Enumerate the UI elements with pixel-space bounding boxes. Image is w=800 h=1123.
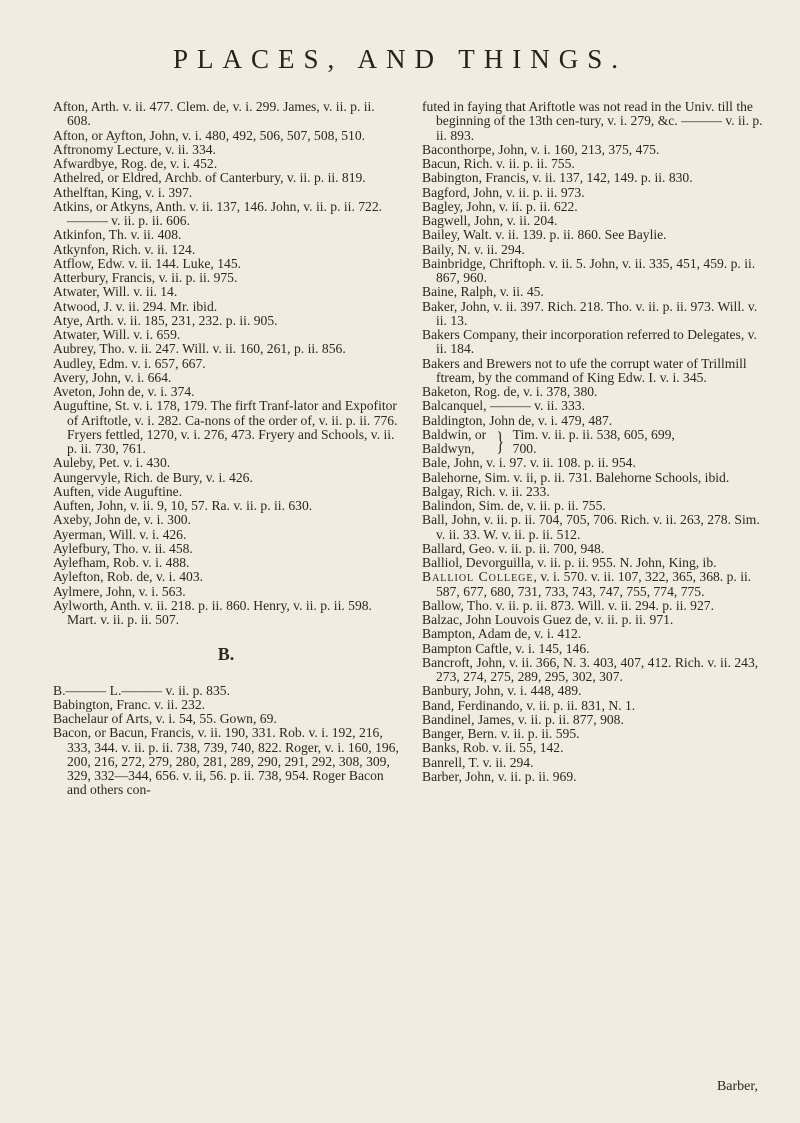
index-entry: Aylefbury, Tho. v. ii. 458. — [53, 540, 193, 556]
index-entry: Atwater, Will. v. ii. 14. — [53, 284, 178, 300]
index-entry: B.——— L.——— v. ii. p. 835. — [53, 682, 230, 698]
index-entries-a — [53, 100, 399, 627]
index-entry: Barber, John, v. ii. p. ii. 969. — [422, 768, 577, 784]
index-entry: Balindon, Sim. de, v. ii. p. ii. 755. — [422, 498, 606, 513]
index-entry: Banks, Rob. v. ii. 55, 142. — [422, 740, 564, 756]
index-entry: Balliol, Devorguilla, v. ii. p. ii. 955. N. John, King, ib. — [422, 555, 717, 570]
index-entries-b — [53, 684, 399, 798]
index-entry: Bakers Company, their incorporation referred to Delegates, v. ii. 184. — [422, 327, 757, 357]
index-entry: Baily, N. v. ii. 294. — [422, 241, 525, 257]
index-entry: Aubrey, Tho. v. ii. 247. Will. v. ii. 160, 261, p. ii. 856. — [53, 341, 346, 357]
balliol-college-head: Balliol College — [422, 569, 534, 585]
index-entry: Bachelaur of Arts, v. i. 54, 55. Gown, 69. — [53, 711, 277, 726]
index-entry: Baconthorpe, John, v. i. 160, 213, 375, 475. — [422, 141, 660, 157]
index-entries-b-continued — [422, 100, 768, 428]
index-entry: Aylmere, John, v. i. 563. — [53, 583, 186, 599]
index-entry: Aylefton, Rob. de, v. i. 403. — [53, 569, 204, 585]
index-entry: Axeby, John de, v. i. 300. — [53, 512, 191, 528]
index-entry: Bampton Caftle, v. i. 145, 146. — [422, 640, 590, 656]
balliol-college-entry — [422, 570, 768, 599]
index-entry: Balehorne, Sim. v. ii, p. ii. 731. Balehorne Schools, ibid. — [422, 469, 730, 485]
index-entry: Afwardbye, Rog. de, v. i. 452. — [53, 156, 218, 171]
brace-glyph: } — [496, 427, 505, 456]
catchword: Barber, — [716, 1079, 758, 1094]
index-entry: Baketon, Rog. de, v. i. 378, 380. — [422, 384, 598, 399]
index-entry: Atflow, Edw. v. ii. 144. Luke, 145. — [53, 255, 242, 271]
index-entry: Banger, Bern. v. ii. p. ii. 595. — [422, 726, 580, 741]
index-entry: Baine, Ralph, v. ii. 45. — [422, 284, 544, 300]
index-entry: Band, Ferdinando, v. ii. p. ii. 831, N. 1. — [422, 697, 636, 713]
index-entry: Bakers and Brewers not to ufe the corrupt water of Trillmill ftream, by the command of King Edw. I. v. i. 345. — [422, 355, 747, 385]
index-entry: Atkynfon, Rich. v. ii. 124. — [53, 241, 196, 257]
index-entry: Auften, John, v. ii. 9, 10, 57. Ra. v. ii. p. ii. 630. — [53, 498, 313, 513]
index-entry: Ballard, Geo. v. ii. p. ii. 700, 948. — [422, 540, 605, 556]
index-entry: Bacun, Rich. v. ii. p. ii. 755. — [422, 156, 575, 171]
baldwin-name-2: Baldwyn, — [422, 441, 475, 456]
index-entry: Bagford, John, v. ii. p. ii. 973. — [422, 184, 585, 200]
index-entry: Bacon, or Bacun, Francis, v. ii. 190, 331. Rob. v. i. 192, 216, 333, 344. v. ii. p. ii. 738, 739, 740, 822. Roger, v. i. 160, 196, 200, 216, 272, 279, 280, 281, 289, 290, 291, 292, 308, 309, 329, 332—344, 656. v. ii, 56. p. ii. 738, 954. Roger Bacon and others con- — [53, 725, 399, 798]
index-entry: Balgay, Rich. v. ii. 233. — [422, 483, 550, 499]
baldwin-entry — [422, 428, 768, 457]
index-entry: Aveton, John de, v. i. 374. — [53, 384, 195, 399]
index-entry: Bandinel, James, v. ii. p. ii. 877, 908. — [422, 711, 624, 727]
index-entry: Bagwell, John, v. ii. 204. — [422, 213, 558, 228]
right-column — [422, 100, 768, 784]
index-entry: Atterbury, Francis, v. ii. p. ii. 975. — [53, 270, 238, 285]
index-entry: Babington, Franc. v. ii. 232. — [53, 696, 206, 712]
baldwin-ref-1: Tim. v. ii. p. ii. 538, 605, 699, — [512, 426, 675, 442]
index-entry: Aylworth, Anth. v. ii. 218. p. ii. 860. Henry, v. ii. p. ii. 598. Mart. v. ii. p. ii. 507. — [53, 597, 372, 627]
index-entry: Auften, vide Auguftine. — [53, 483, 183, 499]
index-entry: Atkins, or Atkyns, Anth. v. ii. 137, 146. John, v. ii. p. ii. 722. ——— v. ii. p. ii. 606. — [53, 198, 383, 228]
index-entry: Auguftine, St. v. i. 178, 179. The firft Tranf-lator and Expofitor of Ariftotle, v. i. 282. Ca-nons of the order of, v. ii. p. ii. 776. Fryers fettled, 1270, v. i. 276, 473. Fryery and Schools, v. ii. p. ii. 730, 761. — [53, 398, 398, 456]
index-entry: Atkinfon, Th. v. ii. 408. — [53, 227, 182, 243]
index-entry: Balzac, John Louvois Guez de, v. ii. p. ii. 971. — [422, 612, 674, 627]
index-entry: Bale, John, v. i. 97. v. ii. 108. p. ii. 954. — [422, 455, 636, 471]
index-entry: Bancroft, John, v. ii. 366, N. 3. 403, 407, 412. Rich. v. ii. 243, 273, 274, 275, 289, 295, 302, 307. — [422, 654, 759, 684]
index-entry: futed in faying that Ariftotle was not read in the Univ. till the beginning of the 13th cen-tury, v. i. 279, &c. ——— v. ii. p. ii. 893. — [422, 99, 763, 143]
index-entry: Avery, John, v. i. 664. — [53, 369, 172, 385]
index-entry: Baker, John, v. ii. 397. Rich. 218. Tho. v. ii. p. ii. 973. Will. v. ii. 13. — [422, 298, 758, 328]
index-entry: Baldington, John de, v. i. 479, 487. — [422, 412, 613, 428]
index-entries-b-3 — [422, 599, 768, 784]
index-entry: Ball, John, v. ii. p. ii. 704, 705, 706. Rich. v. ii. 263, 278. Sim. v. ii. 33. W. v. ii. p. ii. 512. — [422, 512, 760, 542]
index-entry: Babington, Francis, v. ii. 137, 142, 149. p. ii. 830. — [422, 170, 693, 186]
index-entry: Ayerman, Will. v. i. 426. — [53, 526, 187, 542]
index-entry: Aylefham, Rob. v. i. 488. — [53, 555, 190, 570]
index-entry: Athelftan, King, v. i. 397. — [53, 184, 193, 200]
index-entry: Atwood, J. v. ii. 294. Mr. ibid. — [53, 298, 218, 314]
index-entry: Athelred, or Eldred, Archb. of Canterbury, v. ii. p. ii. 819. — [53, 170, 366, 186]
baldwin-name-1: Baldwin, or — [422, 426, 487, 442]
index-entry: Aungervyle, Rich. de Bury, v. i. 426. — [53, 469, 253, 485]
index-entry: Ballow, Tho. v. ii. p. ii. 873. Will. v. ii. 294. p. ii. 927. — [422, 597, 714, 613]
index-entry: Aftronomy Lecture, v. ii. 334. — [53, 141, 216, 157]
index-entry: Banbury, John, v. i. 448, 489. — [422, 683, 582, 699]
index-entry: Audley, Edm. v. i. 657, 667. — [53, 355, 206, 371]
index-entry: Afton, or Ayfton, John, v. i. 480, 492, 506, 507, 508, 510. — [53, 127, 366, 143]
baldwin-ref-2: 700. — [512, 441, 537, 456]
index-entry: Bailey, Walt. v. ii. 139. p. ii. 860. See Baylie. — [422, 227, 667, 243]
index-entry: Atye, Arth. v. ii. 185, 231, 232. p. ii. 905. — [53, 312, 278, 328]
index-entry: Afton, Arth. v. ii. 477. Clem. de, v. i. 299. James, v. ii. p. ii. 608. — [53, 99, 375, 129]
index-entry: Bagley, John, v. ii. p. ii. 622. — [422, 198, 578, 214]
index-entry: Atwater, Will. v. i. 659. — [53, 327, 181, 342]
section-letter-b: B. — [217, 644, 235, 665]
index-entries-b-2 — [422, 456, 768, 570]
index-entry: Banrell, T. v. ii. 294. — [422, 754, 534, 770]
balliol-college-refs: , v. i. 570. v. ii. 107, 322, 365, 368. p. ii. 587, 677, 680, 731, 733, 743, 747, 755, 774, 775. — [436, 569, 752, 599]
index-entry: Bainbridge, Chriftoph. v. ii. 5. John, v. ii. 335, 451, 459. p. ii. 867, 960. — [422, 255, 756, 285]
left-column — [53, 100, 399, 798]
index-entry: Auleby, Pet. v. i. 430. — [53, 455, 171, 471]
index-entry: Balcanquel, ——— v. ii. 333. — [422, 398, 585, 414]
running-header: PLACES, AND THINGS. — [172, 44, 628, 74]
index-entry: Bampton, Adam de, v. i. 412. — [422, 626, 582, 642]
